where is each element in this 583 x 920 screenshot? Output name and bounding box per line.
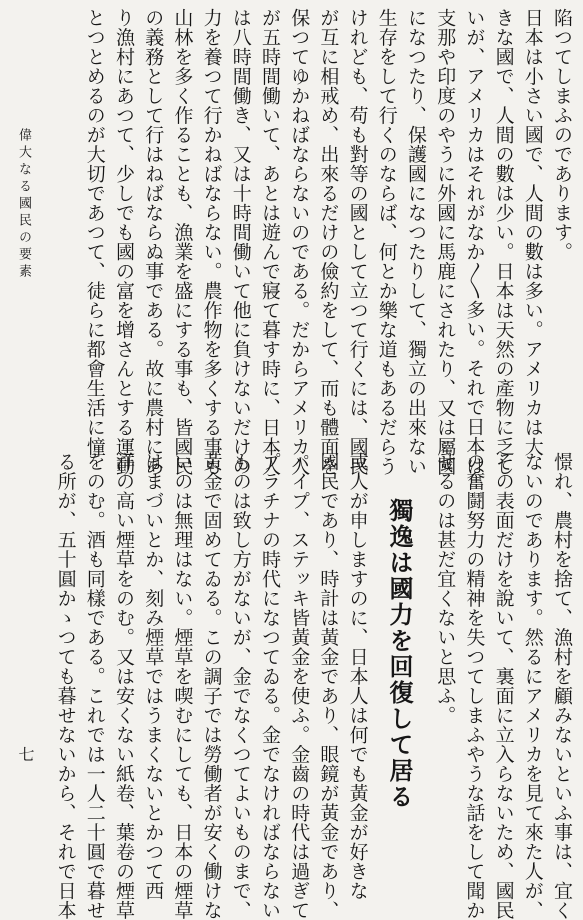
lower-text-line: ものは致し方がないが、金でなくつてよいものまで、 [229,452,252,920]
upper-text-line: 生存をして行くのならば、何とか樂な道もあるだらう [375,8,398,476]
running-header: 偉大なる國民の要素 [16,128,31,281]
upper-text-line: 支那や印度のやうに外國に馬鹿にされたり、又は屬國 [434,8,457,476]
lower-text-line: ないのであります。然るにアメリカを見て來た人が、 [521,452,544,920]
upper-text-line: が互に相戒め、出來るだけの儉約をして、而も體面を [317,8,340,476]
lower-text-line: の奮鬪努力の精神を失つてしまふやうな話をして聞か [463,452,486,920]
upper-text-line: の義務として行はねばならぬ事である。故に農村にあ [142,8,165,476]
lower-text-line: プラチナの時代になつてゐる。金でなければならない [259,452,281,920]
lower-text-line: その表面だけを說いて、裏面に立入らないため、國民 [492,452,515,920]
upper-text-line: 日本は小さい國で、人間の數は多い。アメリカは大 [521,8,544,457]
upper-text-line: り漁村にあつて、少しでも國の富を增さんとする運動 [113,8,135,476]
lower-text-line: パイプ、ステッキ皆黃金を使ふ。金齒の時代は過ぎて [288,452,311,920]
lower-text-line: 憬れ、農村を捨て、漁村を顧みないといふ事は、宜く [551,452,573,920]
upper-text-line: いが、アメリカはそれがなか〳〵多い。それで日本は [463,8,486,476]
lower-text-line: はまづいとか、刻み煙草ではうまくないとかつて西 [142,452,165,901]
lower-text-line: 國民であり、時計は黃金であり、眼鏡が黃金であり、 [317,452,340,920]
lower-text-line: 黃金で固めてゐる。この調子では勞働者が安く働けな [200,452,223,920]
upper-text-line: きな國で、人間の數は少い。日本は天然の產物に乏し [492,8,515,476]
upper-text-line: は八時間働き、又は十時間働いて他に負けないだけの [229,8,252,476]
upper-text-line: が五時間働いて、あとは遊んで寢て暮す時に、日本人 [259,8,281,476]
lower-text-line: る所が、五十圓かゝつても暮せないから、それで日本 [54,452,77,920]
upper-text-line: けれども、苟も對等の國として立つて行くには、國民 [346,8,369,476]
lower-text-line: いのは無理はない。煙草を喫むにしても、日本の煙草 [171,452,194,920]
upper-text-line: 力を養つて行かねばならない。農作物を多くする事も [200,8,223,476]
upper-text-line: 保つてゆかねばならないのである。だからアメリカ人 [288,8,311,476]
upper-text-line: 陷つてしまふのであります。 [551,8,573,262]
lower-text-line: をのむ。酒も同樣である。これでは一人二十圓で暮せ [83,452,106,920]
upper-text-line: とつとめるのが大切であつて、徒らに都會生活に憧 [83,8,106,457]
upper-text-line: 山林を多く作ることも、漁業を盛にする事も、皆國民 [171,8,194,476]
lower-text-line: 或人が申しますのに、日本人は何でも黃金が好きな [346,452,369,901]
lower-text-line: せるのは甚だ宜くないと思ふ。 [434,452,457,725]
upper-text-line: になつたり、保護國になつたりして、獨立の出來ない [405,8,427,476]
section-heading: 獨逸は國力を回復して居る [385,498,414,810]
lower-text-line: 洋の高い煙草をのむ。又は安くない紙卷、葉卷の煙草 [113,452,135,920]
page-number: 七 [16,746,35,762]
